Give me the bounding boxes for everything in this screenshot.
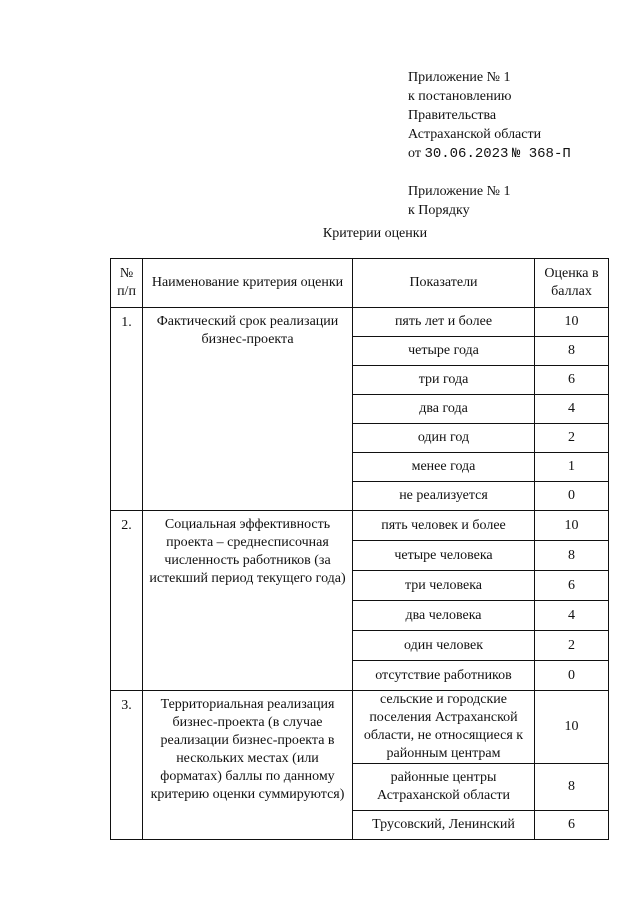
criteria-table — [110, 258, 609, 840]
header-line-government: Правительства — [408, 108, 497, 123]
document-header — [408, 68, 571, 220]
header-line-region: Астраханской области — [408, 127, 542, 142]
score-cell: 0 — [535, 482, 609, 511]
header-score: Оценка в баллах — [535, 259, 609, 308]
indicator-cell: Трусовский, Ленинский — [353, 811, 535, 840]
criterion-name: Фактический срок реализации бизнес-проекта — [143, 308, 353, 511]
score-cell: 4 — [535, 395, 609, 424]
score-cell: 2 — [535, 424, 609, 453]
date-value: 30.06.2023 — [424, 146, 509, 162]
indicator-cell: пять лет и более — [353, 308, 535, 337]
score-cell: 4 — [535, 601, 609, 631]
score-cell: 0 — [535, 661, 609, 691]
criterion-num: 1. — [111, 308, 143, 511]
score-cell: 1 — [535, 453, 609, 482]
criterion-name: Территориальная реализация бизнес-проекта (в случае реализации бизнес-проекта в нескольких местах (или форматах) баллы по данному критерию оценки суммируются) — [143, 691, 353, 840]
date-prefix: от — [408, 146, 421, 161]
header-num: № п/п — [111, 259, 143, 308]
score-cell: 10 — [535, 308, 609, 337]
score-cell: 6 — [535, 571, 609, 601]
criterion-num: 2. — [111, 511, 143, 691]
header-indicators: Показатели — [353, 259, 535, 308]
table-row — [111, 511, 609, 541]
indicator-cell: четыре года — [353, 337, 535, 366]
score-cell: 6 — [535, 366, 609, 395]
indicator-cell: менее года — [353, 453, 535, 482]
header-date-line — [408, 144, 571, 164]
header-line-appendix: Приложение № 1 — [408, 70, 511, 85]
indicator-cell: один человек — [353, 631, 535, 661]
score-cell: 10 — [535, 511, 609, 541]
score-cell: 8 — [535, 337, 609, 366]
header-appendix-2: Приложение № 1 — [408, 184, 511, 199]
score-cell: 6 — [535, 811, 609, 840]
indicator-cell: три года — [353, 366, 535, 395]
indicator-cell: пять человек и более — [353, 511, 535, 541]
table-header-row — [111, 259, 609, 308]
score-cell: 10 — [535, 691, 609, 764]
indicator-cell: сельские и городские поселения Астраханской области, не относящиеся к районным центрам — [353, 691, 535, 764]
indicator-cell: два человека — [353, 601, 535, 631]
indicator-cell: три человека — [353, 571, 535, 601]
score-cell: 8 — [535, 541, 609, 571]
header-line-resolution: к постановлению — [408, 89, 512, 104]
table-row — [111, 691, 609, 764]
criterion-name: Социальная эффективность проекта – среднесписочная численность работников (за истекший период текущего года) — [143, 511, 353, 691]
indicator-cell: отсутствие работников — [353, 661, 535, 691]
criterion-num: 3. — [111, 691, 143, 840]
indicator-cell: один год — [353, 424, 535, 453]
table-row — [111, 308, 609, 337]
indicator-cell: не реализуется — [353, 482, 535, 511]
header-to-order: к Порядку — [408, 203, 470, 218]
document-number: № 368-П — [511, 146, 571, 162]
page-title: Критерии оценки — [322, 226, 428, 241]
indicator-cell: районные центры Астраханской области — [353, 764, 535, 811]
score-cell: 8 — [535, 764, 609, 811]
indicator-cell: четыре человека — [353, 541, 535, 571]
indicator-cell: два года — [353, 395, 535, 424]
score-cell: 2 — [535, 631, 609, 661]
header-name: Наименование критерия оценки — [143, 259, 353, 308]
